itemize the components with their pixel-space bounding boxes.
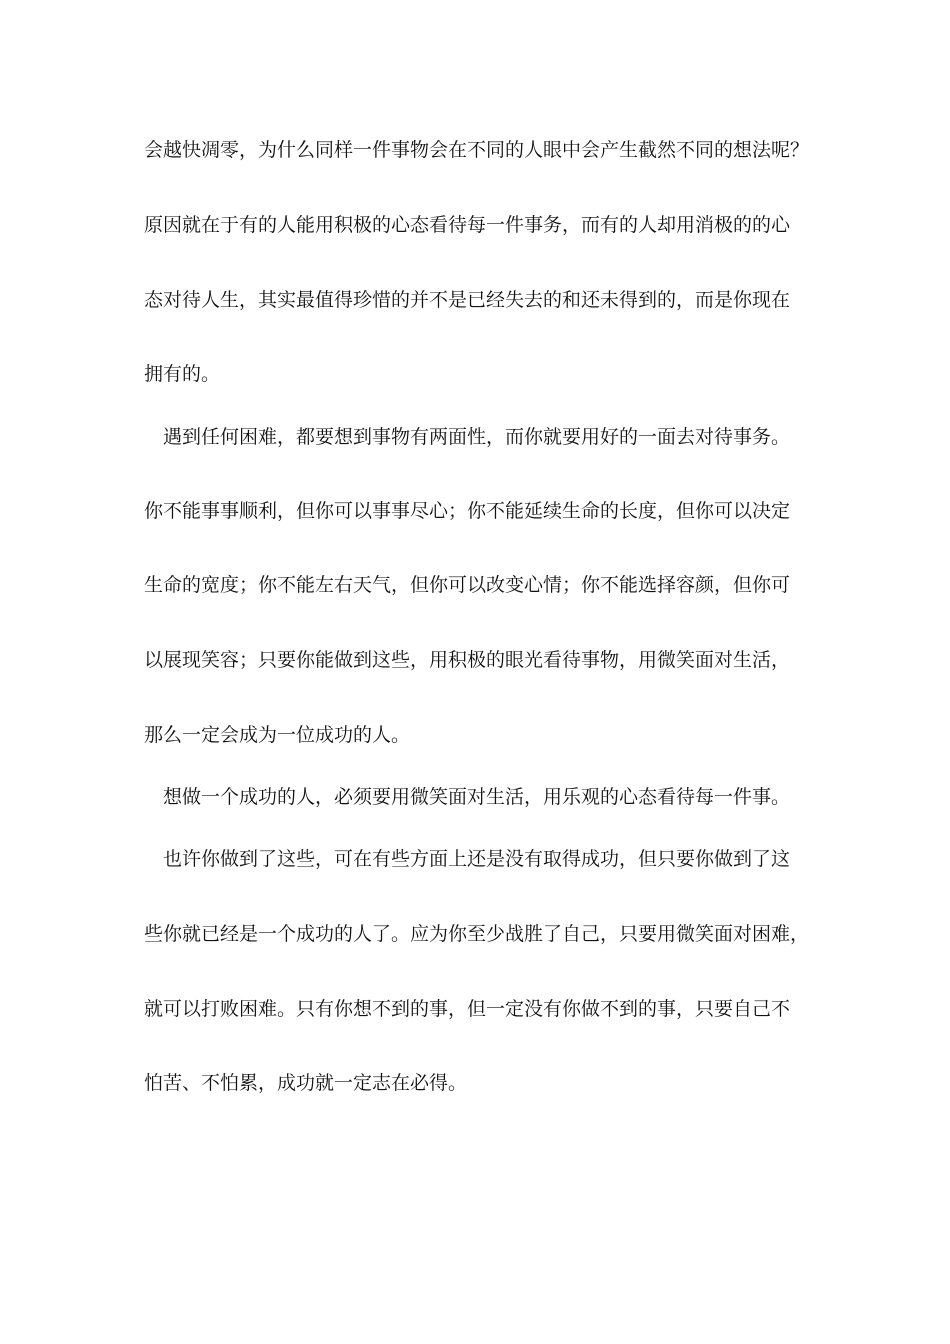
paragraph-line: 就可以打败困难。只有你想不到的事，但一定没有你做不到的事，只要自己不 — [144, 998, 791, 1020]
paragraph-line: 原因就在于有的人能用积极的心态看待每一件事务，而有的人却用消极的的心 — [144, 214, 791, 236]
paragraph-line: 遇到任何困难，都要想到事物有两面性，而你就要用好的一面去对待事务。 — [163, 426, 791, 448]
paragraph-line: 你不能事事顺利，但你可以事事尽心；你不能延续生命的长度，但你可以决定 — [144, 500, 791, 522]
paragraph-line: 也许你做到了这些，可在有些方面上还是没有取得成功，但只要你做到了这 — [163, 848, 791, 870]
paragraph-line: 态对待人生，其实最值得珍惜的并不是已经失去的和还未得到的，而是你现在 — [144, 289, 791, 311]
paragraph-line: 怕苦、不怕累，成功就一定志在必得。 — [144, 1072, 468, 1094]
paragraph-line: 那么一定会成为一位成功的人。 — [144, 724, 411, 746]
paragraph-line: 拥有的。 — [144, 363, 221, 385]
paragraph-line: 生命的宽度；你不能左右天气，但你可以改变心情；你不能选择容颜，但你可 — [144, 574, 791, 596]
paragraph-line: 会越快凋零，为什么同样一件事物会在不同的人眼中会产生截然不同的想法呢？ — [144, 139, 810, 161]
paragraph-line: 想做一个成功的人，必须要用微笑面对生活，用乐观的心态看待每一件事。 — [163, 786, 791, 808]
paragraph-line: 以展现笑容；只要你能做到这些，用积极的眼光看待事物，用微笑面对生活， — [144, 649, 791, 671]
paragraph-line: 些你就已经是一个成功的人了。应为你至少战胜了自己，只要用微笑面对困难， — [144, 923, 810, 945]
